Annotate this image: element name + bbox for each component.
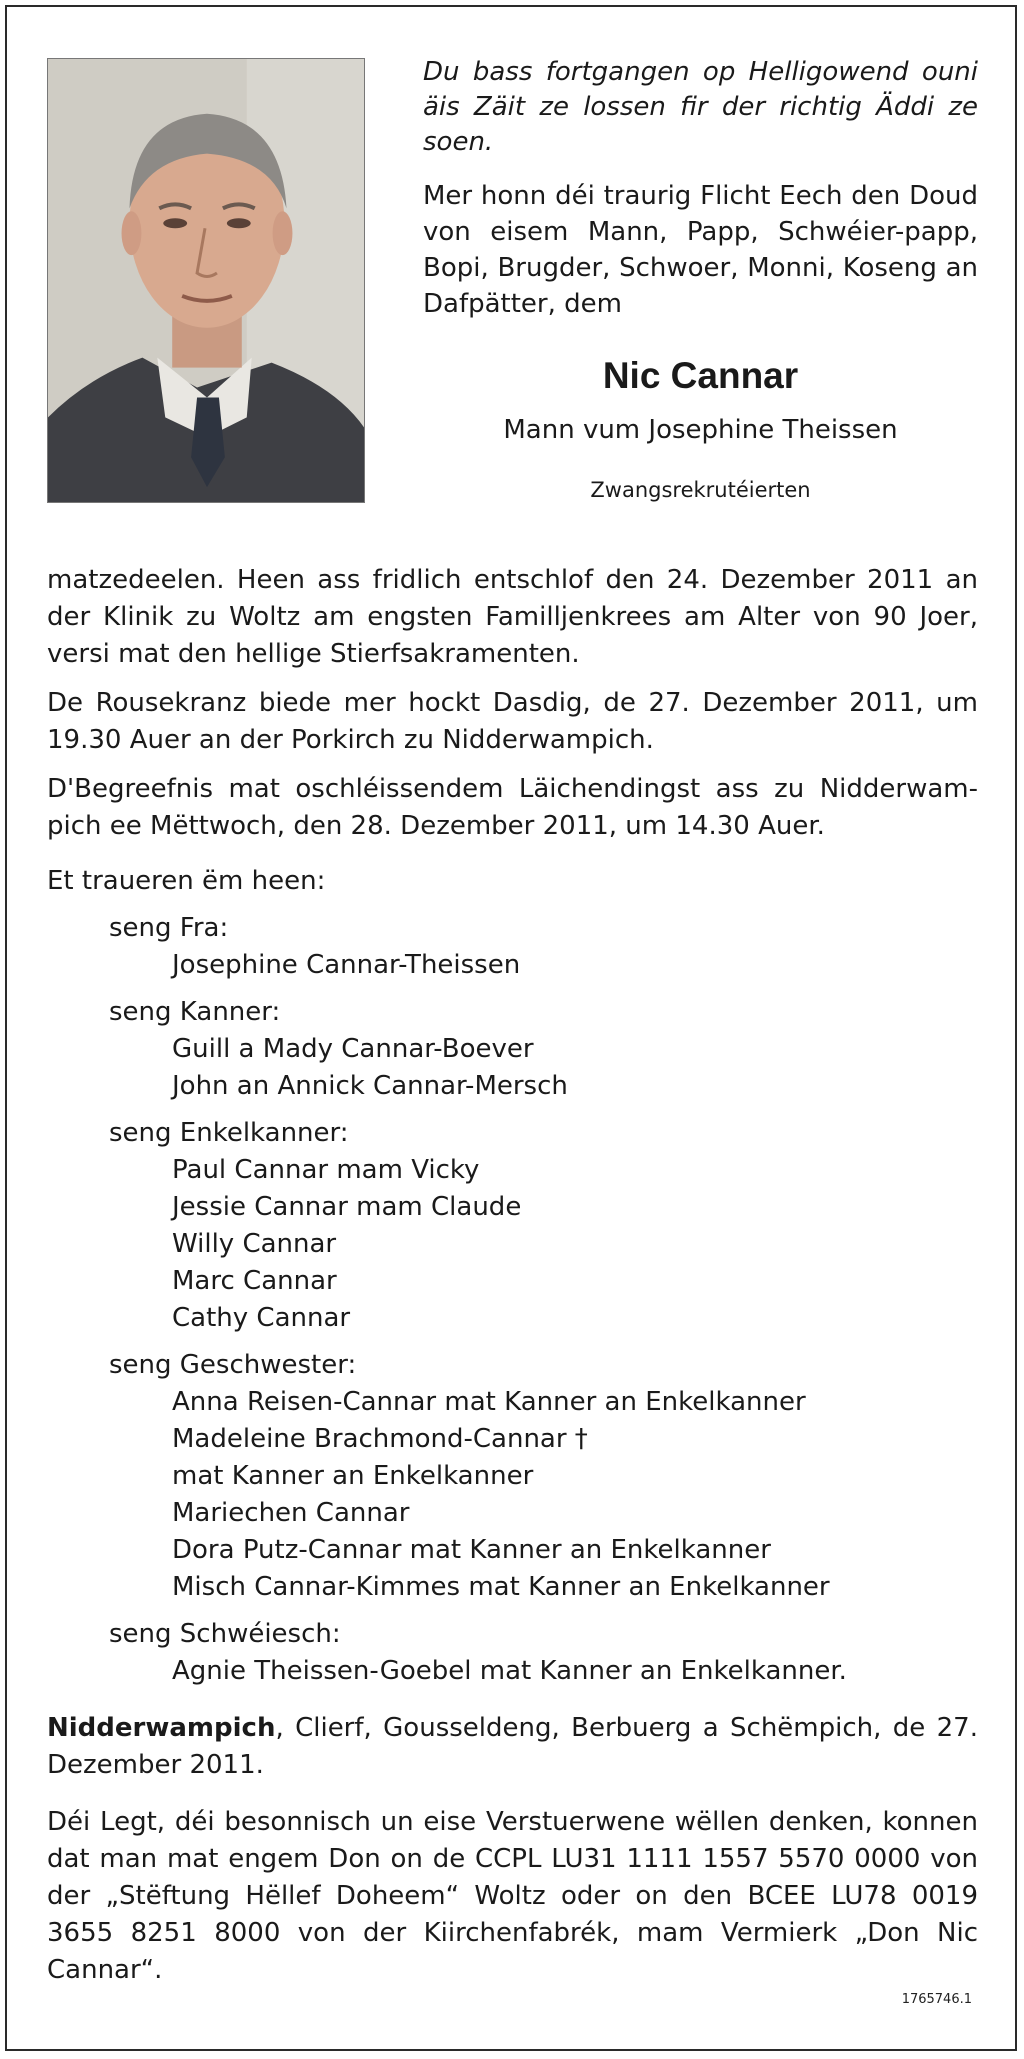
- intro-block: [423, 55, 978, 322]
- mourner-name: Guill a Mady Cannar-Boever: [172, 1034, 534, 1064]
- mourner-group-label: seng Kanner:: [109, 997, 281, 1027]
- mourner-group: [47, 994, 978, 1105]
- announcement-text: Mer honn déi traurig Flicht Eech den Doud von eisem Mann, Papp, Schwéier-papp, Bopi, Brugder, Schwoer, Monni, Koseng an Dafpätter, dem: [423, 181, 978, 319]
- mourner-name: Cathy Cannar: [172, 1303, 351, 1333]
- mourner-name: mat Kanner an Enkelkanner: [172, 1461, 534, 1491]
- reference-number: 1765746.1: [901, 1992, 972, 2007]
- mourner-name: Madeleine Brachmond-Cannar †: [172, 1424, 588, 1454]
- death-paragraph: matzedeelen. Heen ass fridlich entschlof den 24. Dezember 2011 an der Klinik zu Woltz am engsten Familljenkrees am Alter von 90 Joer, versi mat den hellige Stierfsakramenten.: [47, 565, 978, 669]
- mourner-group: [47, 1616, 978, 1690]
- spouse-line: Mann vum Josephine Theissen: [503, 415, 898, 445]
- deceased-name: Nic Cannar: [602, 355, 799, 396]
- memorial-verse: Du bass fortgangen op Helligowend ouni äis Zäit ze lossen fir der richtig Äddi ze soen.: [423, 57, 978, 157]
- mourner-groups: [47, 910, 978, 1690]
- donation-paragraph: Déi Legt, déi besonnisch un eise Verstuerwene wëllen denken, konnen dat man mat engem Don on de CCPL LU31 1111 1557 5570 0000 von der „Stëftung Hëllef Doheem“ Woltz oder on den BCEE LU78 0019 3655 8251 8000 von der Kiirchenfabrék, mam Vermierk „Don Nic Cannar“.: [47, 1807, 978, 1985]
- mourner-group-label: seng Enkelkanner:: [109, 1118, 349, 1148]
- place-name: Nidderwampich: [47, 1713, 276, 1743]
- mourner-name: Paul Cannar mam Vicky: [172, 1155, 480, 1185]
- mourner-name: Willy Cannar: [172, 1229, 337, 1259]
- mourner-group-label: seng Schwéiesch:: [109, 1619, 341, 1649]
- mourner-name: Josephine Cannar-Theissen: [172, 950, 521, 980]
- deceased-note: Zwangsrekrutéierten: [590, 478, 811, 502]
- mourner-name: Anna Reisen-Cannar mat Kanner an Enkelkanner: [172, 1387, 806, 1417]
- mourner-group-label: seng Fra:: [109, 913, 229, 943]
- mourners-heading: Et traueren ëm heen:: [47, 866, 326, 896]
- mourner-name: Jessie Cannar mam Claude: [172, 1192, 522, 1222]
- place-date-paragraph: [47, 1710, 978, 1784]
- funeral-paragraph: D'Begreefnis mat oschléissendem Läichendingst ass zu Nidderwam-pich ee Mëttwoch, den 28. Dezember 2011, um 14.30 Auer.: [47, 774, 978, 841]
- mourner-group-label: seng Geschwester:: [109, 1350, 357, 1380]
- notice-body: [47, 562, 978, 1989]
- mourner-name: Misch Cannar-Kimmes mat Kanner an Enkelkanner: [172, 1572, 830, 1602]
- mourner-group: [47, 1347, 978, 1606]
- mourner-name: Mariechen Cannar: [172, 1498, 410, 1528]
- place-list: , Clierf, Gousseldeng, Berbuerg a Schëmpich, de 27. Dezember 2011.: [47, 1713, 978, 1780]
- mourner-group: [47, 910, 978, 984]
- mourner-name: Marc Cannar: [172, 1266, 337, 1296]
- mourner-name: Agnie Theissen-Goebel mat Kanner an Enkelkanner.: [172, 1656, 847, 1686]
- mourner-name: John an Annick Cannar-Mersch: [172, 1071, 568, 1101]
- mourner-name: Dora Putz-Cannar mat Kanner an Enkelkanner: [172, 1535, 771, 1565]
- rosary-paragraph: De Rousekranz biede mer hockt Dasdig, de 27. Dezember 2011, um 19.30 Auer an der Porkirch zu Nidderwampich.: [47, 688, 978, 755]
- portrait-photo: [47, 58, 365, 503]
- mourner-group: [47, 1115, 978, 1337]
